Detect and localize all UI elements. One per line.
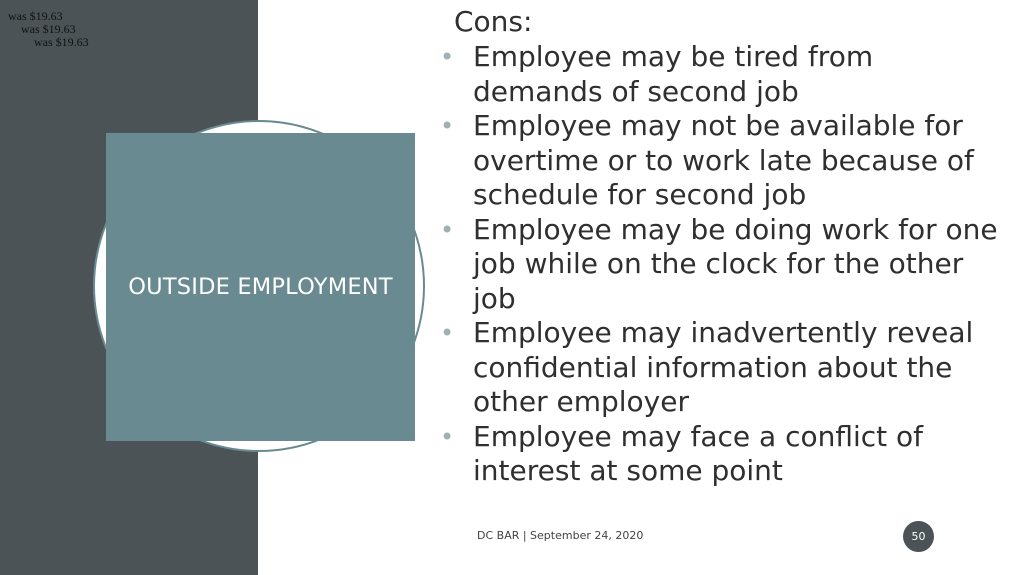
title-box <box>106 133 415 441</box>
list-item-text: Employee may be doing work for one job while on the clock for the other job <box>473 212 998 315</box>
cons-list <box>440 40 1000 489</box>
list-item <box>440 316 1000 420</box>
slide-title: OUTSIDE EMPLOYMENT <box>128 274 393 300</box>
list-item-text: Employee may not be available for overtime or to work late because of schedule for second job <box>473 109 974 211</box>
list-item-text: Employee may inadvertently reveal confidential information about the other employer <box>473 316 974 418</box>
slide-footer: DC BAR | September 24, 2020 <box>477 529 644 542</box>
list-item <box>440 40 1000 109</box>
list-item-text: Employee may face a conflict of interest at some point <box>473 419 924 487</box>
price-note-1: was $19.63 <box>8 9 63 23</box>
list-item-text: Employee may be tired from demands of second job <box>473 40 874 108</box>
bullet-dot-icon: • <box>440 422 455 451</box>
list-item <box>440 109 1000 213</box>
bullet-dot-icon: • <box>440 319 455 347</box>
bullet-dot-icon: • <box>440 215 455 244</box>
bullet-dot-icon: • <box>440 112 455 140</box>
price-note-3: was $19.63 <box>34 35 89 49</box>
list-item <box>440 420 1000 489</box>
cons-heading: Cons: <box>454 5 533 38</box>
list-item <box>440 213 1000 317</box>
page-number-badge: 50 <box>903 521 934 552</box>
bullet-dot-icon: • <box>440 43 455 71</box>
price-note-2: was $19.63 <box>21 22 76 36</box>
